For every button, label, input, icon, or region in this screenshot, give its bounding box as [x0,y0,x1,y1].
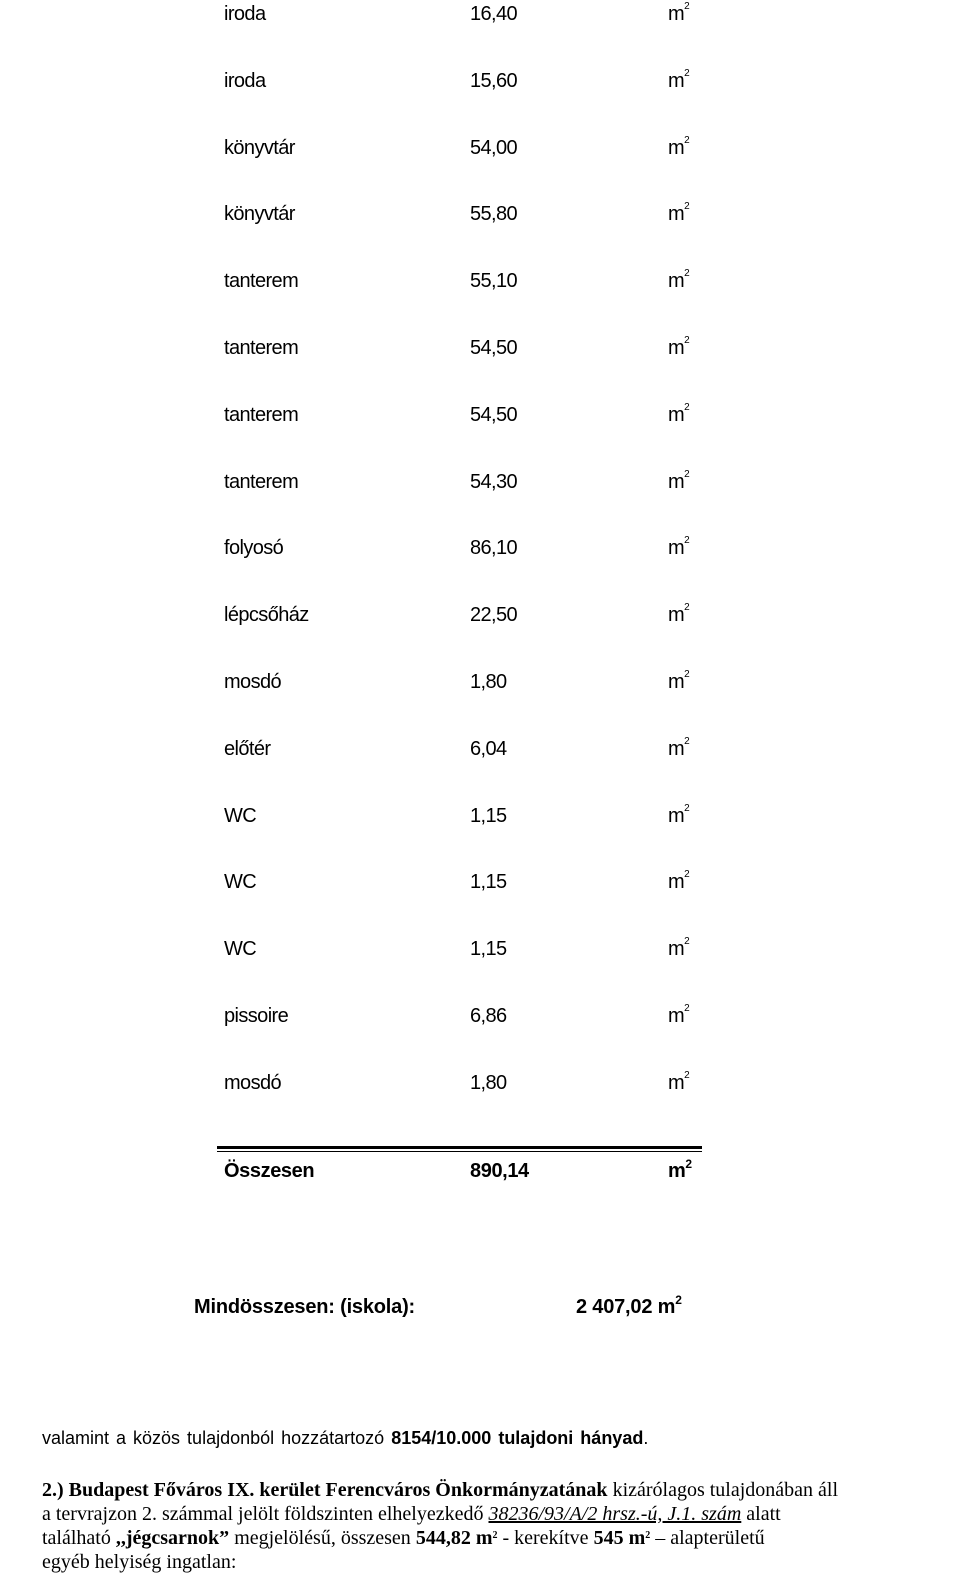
room-name: lépcsőház [224,604,309,627]
section-2-paragraph: 2.) Budapest Főváros IX. kerület Ferencváros Önkormányzatának kizárólagos tulajdonában áll a tervrajzon 2. számmal jelölt földszinten elhelyezkedő 38236/93/A/2 hrsz.-ú, J.1. szám alatt található ,,jégcsarnok” megjelölésű, összesen 544,82 $m^2$ - kerekítve 545 $m^2$ – alapterületű egyéb helyiség ingatlan: [42,1479,839,1573]
total-divider-thin [217,1151,702,1152]
total-unit: $m^2$ [668,1157,692,1182]
room-name: tanterem [224,470,299,493]
room-name: iroda [224,3,266,25]
room-row [0,401,960,434]
total-label: Összesen [224,1160,315,1182]
room-unit: $m^2$ [668,936,690,961]
room-name: iroda [224,69,266,92]
room-row [0,203,960,233]
grand-total-label: Mindösszesen: (iskola): [194,1296,415,1318]
room-area: 55,80 [470,203,518,226]
room-area: 16,40 [470,3,518,25]
room-unit: $m^2$ [668,1003,690,1027]
parcel-number: 38236/93/A/2 hrsz.-ú, J.1. szám [488,1503,742,1525]
room-area: 54,50 [470,337,518,359]
room-unit: $m^2$ [668,669,690,693]
room-name: tanterem [224,403,299,426]
room-row [0,1069,960,1102]
room-name: pissoire [224,1005,289,1027]
room-row [0,735,960,768]
room-unit: $m^2$ [668,602,690,627]
room-area: 1,15 [470,871,507,894]
room-name: tanterem [224,337,299,359]
room-area: 86,10 [470,537,518,560]
room-unit: $m^2$ [668,468,690,493]
room-area: 1,15 [470,804,507,827]
room-row [0,67,960,100]
room-row [0,537,960,567]
room-row [0,802,960,835]
room-area: 1,15 [470,938,507,961]
room-name: mosdó [224,1071,282,1094]
room-unit: $m^2$ [668,268,690,293]
room-area: 15,60 [470,69,518,92]
room-row [0,871,960,901]
room-unit: $m^2$ [668,67,690,92]
room-row [0,604,960,634]
room-area: 22,50 [470,604,518,627]
room-unit: $m^2$ [668,201,690,226]
room-area: 1,80 [470,1071,507,1094]
room-row [0,938,960,968]
room-name: mosdó [224,671,282,693]
room-unit: $m^2$ [668,802,690,827]
room-name: könyvtár [224,203,295,226]
grand-total-value: 2 407,02 $m^2$ [576,1293,682,1318]
room-area: 54,30 [470,470,518,493]
room-row [0,3,960,33]
room-row [0,270,960,300]
total-divider [217,1146,702,1149]
room-name: tanterem [224,270,299,293]
room-name: folyosó [224,537,284,560]
room-unit: $m^2$ [668,401,690,426]
room-unit: $m^2$ [668,869,690,894]
room-area: 54,50 [470,403,518,426]
room-unit: $m^2$ [668,1069,690,1094]
room-row [0,134,960,167]
room-row [0,1005,960,1035]
room-unit: $m^2$ [668,335,690,359]
room-unit: $m^2$ [668,535,690,560]
room-unit: $m^2$ [668,1,690,25]
room-name: WC [224,804,257,827]
room-row [0,337,960,367]
room-area: 6,86 [470,1005,507,1027]
room-name: WC [224,938,257,961]
room-row [0,468,960,501]
room-area: 54,00 [470,136,518,159]
room-name: előtér [224,737,271,760]
room-row [0,671,960,701]
room-area: 6,04 [470,737,507,760]
room-name: WC [224,871,257,894]
room-unit: $m^2$ [668,134,690,159]
room-area: 55,10 [470,270,518,293]
total-area: 890,14 [470,1160,529,1182]
room-area: 1,80 [470,671,507,693]
room-unit: $m^2$ [668,735,690,760]
room-name: könyvtár [224,136,295,159]
share-paragraph: valamint a közös tulajdonból hozzátartozó 8154/10.000 tulajdoni hányad. [42,1428,649,1448]
